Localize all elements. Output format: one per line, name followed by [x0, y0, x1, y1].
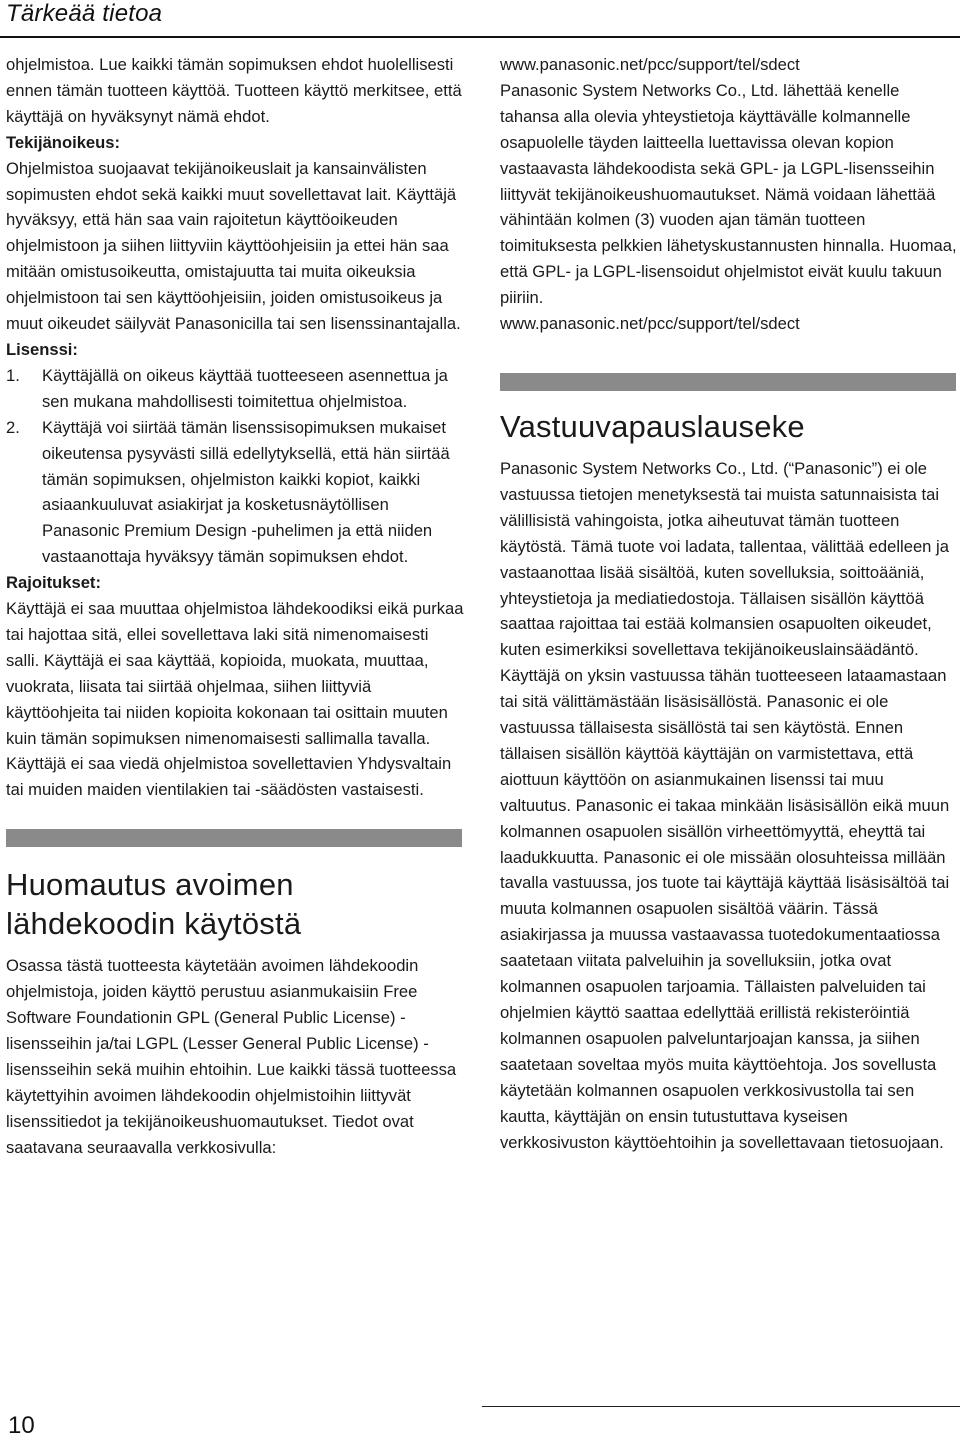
section-divider-bar — [500, 373, 956, 391]
right-column — [500, 52, 958, 1155]
license-item — [6, 415, 466, 570]
copyright-paragraph: Ohjelmistoa suojaavat tekijänoikeuslait ja kansainvälisten sopimusten ehdot sekä kaikki muut sovellettavat lait. Käyttäjä hyväksyy, että hän saa vain rajoitetun käyttöoikeuden ohjelmistoon ja siihen liittyviin käyttöohjeisiin ja ettei hän saa mitään omistusoikeutta, omistajuutta tai muita oikeuksia ohjelmistoon tai sen käyttöohjeisiin, joiden omistusoikeus ja muut oikeudet säilyvät Panasonicilla tai sen lisenssinantajalla. — [6, 158, 461, 334]
oss-paragraph: Osassa tästä tuotteesta käytetään avoimen lähdekoodin ohjelmistoja, joiden käyttö perustuu asianmukaisiin Free Software Foundationin GPL (General Public License) -lisensseihin ja/tai LGPL (Lesser General Public License) -lisensseihin sekä muihin ehtoihin. Lue kaikki tässä tuotteessa käytettyihin avoimen lähdekoodin ohjelmistoihin liittyvät lisenssitiedot ja tekijänoikeushuomautukset. Tiedot ovat saatavana seuraavalla verkkosivulla: — [6, 956, 457, 1157]
footer-rule — [482, 1406, 960, 1407]
page-number: 10 — [8, 1412, 35, 1439]
restrictions-paragraph: Käyttäjä ei saa muuttaa ohjelmistoa lähdekoodiksi eikä purkaa tai hajottaa sitä, ellei sovellettava laki sitä nimenomaisesti salli. Käyttäjä ei saa käyttää, kopioida, muokata, muuttaa, vuokrata, liisata tai siirtää ohjelmaa, siihen liittyviä käyttöohjeita tai niiden kopioita kokonaan tai osittain muuten kuin tämän sopimuksen nimenomaisesti sallimalla tavalla. Käyttäjä ei saa viedä ohjelmistoa sovellettavien Yhdysvaltain tai muiden maiden vientilakien tai -säädösten vastaisesti. — [6, 599, 464, 800]
intro-paragraph: ohjelmistoa. Lue kaikki tämän sopimuksen ehdot huolellisesti ennen tämän tuotteen käyttöä. Tuotteen käyttö merkitsee, että käyttäjä on hyväksynyt nämä ehdot. — [6, 55, 462, 126]
page-title: Tärkeää tietoa — [6, 0, 163, 27]
list-text: Käyttäjällä on oikeus käyttää tuotteeseen asennettua ja sen mukana mahdollisesti toimitettua ohjelmistoa. — [42, 365, 448, 411]
url-line: www.panasonic.net/pcc/support/tel/sdect — [500, 55, 800, 74]
disclaimer-paragraph: Panasonic System Networks Co., Ltd. (“Panasonic”) ei ole vastuussa tietojen menetyksestä tai muista satunnaisista tai välillisistä vahingoista, jotka aiheutuvat tämän tuotteen käytöstä. Tämä tuote voi ladata, tallentaa, välittää edelleen ja vastaanottaa lisää sisältöä, kuten sovelluksia, soittoääniä, yhteystietoja ja mediatiedostoja. Tällaisen sisällön käyttöä saattaa rajoittaa tai estää kolmansien osapuolten oikeudet, kuten esimerkiksi sovellettava tekijänoikeuslainsäädäntö. Käyttäjä on yksin vastuussa tähän tuotteeseen lataamastaan tai sitä välittämästään lisäsisällöstä. Panasonic ei ole vastuussa tällaisesta sisällöstä tai sen käytöstä. Ennen tällaisen sisällön käyttöä käyttäjän on varmistettava, että aiottuun käyttöön on asianmukainen lisenssi tai muu valtuutus. Panasonic ei takaa minkään lisäsisällön eikä muun kolmannen osapuolen sisällön virheettömyyttä, eheyttä tai laadukkuutta. Panasonic ei ole missään olosuhteissa millään tavalla vastuussa, jos tuote tai käyttäjä käyttää lisäsisältöä tai muuta kolmannen osapuolen sisältöä väärin. Tässä asiakirjassa ja muussa vastaavassa tuotedokumentaatiossa saatetaan viitata palveluihin ja sovelluksiin, jotka ovat kolmannen osapuolen tarjoamia. Tällaisten palveluiden tai ohjelmien käyttö saattaa edellyttää erillistä rekisteröintiä kolmannen osapuolen palveluntarjoajan kanssa, ja siihen saatetaan soveltaa myös muita käyttöehtoja. Jos sovellusta käytetään kolmannen osapuolen verkkosivustolla tai sen kautta, käyttäjän on ensin tutustuttava kyseisen verkkosivuston käyttöehtoihin ja sovellettavaan tietosuojaan. — [500, 458, 950, 1152]
header-rule — [0, 36, 960, 38]
list-text: Käyttäjä voi siirtää tämän lisenssisopimuksen mukaiset oikeutensa pysyvästi sillä edellytyksellä, että hän siirtää tämän sopimuksen, ohjelmiston kaikki kopiot, kaikki asiaankuuluvat asiakirjat ja kosketusnäytöllisen Panasonic Premium Design -puhelimen ja että niiden vastaanottaja hyväksyy tämän sopimuksen ehdot. — [42, 417, 450, 567]
license-item — [6, 363, 466, 415]
list-number: 1. — [6, 365, 20, 385]
oss-heading: Huomautus avoimen lähdekoodin käytöstä — [6, 867, 302, 942]
section-divider-bar — [6, 829, 462, 847]
list-number: 2. — [6, 417, 20, 437]
disclaimer-heading: Vastuuvapauslauseke — [500, 408, 805, 444]
license-label: Lisenssi: — [6, 339, 78, 359]
license-list — [6, 363, 466, 570]
restrictions-label: Rajoitukset: — [6, 573, 101, 593]
left-column — [6, 52, 466, 1161]
oss-continuation-paragraph: Panasonic System Networks Co., Ltd. lähettää kenelle tahansa alla olevia yhteystietoja käyttävälle kolmannelle osapuolelle täyden laitteella luettavissa olevan kopion vastaavasta lähdekoodista sekä GPL- ja LGPL-lisensseihin liittyvät tekijänoikeushuomautukset. Nämä voidaan lähettää vähintään kolmen (3) vuoden ajan tämän tuotteen toimituksesta pelkkien lähetyskustannusten hinnalla. Huomaa, että GPL- ja LGPL-lisensoidut ohjelmistot eivät kuulu takuun piiriin. — [500, 80, 957, 308]
copyright-label: Tekijänoikeus: — [6, 132, 121, 152]
url-line-2: www.panasonic.net/pcc/support/tel/sdect — [500, 314, 800, 334]
